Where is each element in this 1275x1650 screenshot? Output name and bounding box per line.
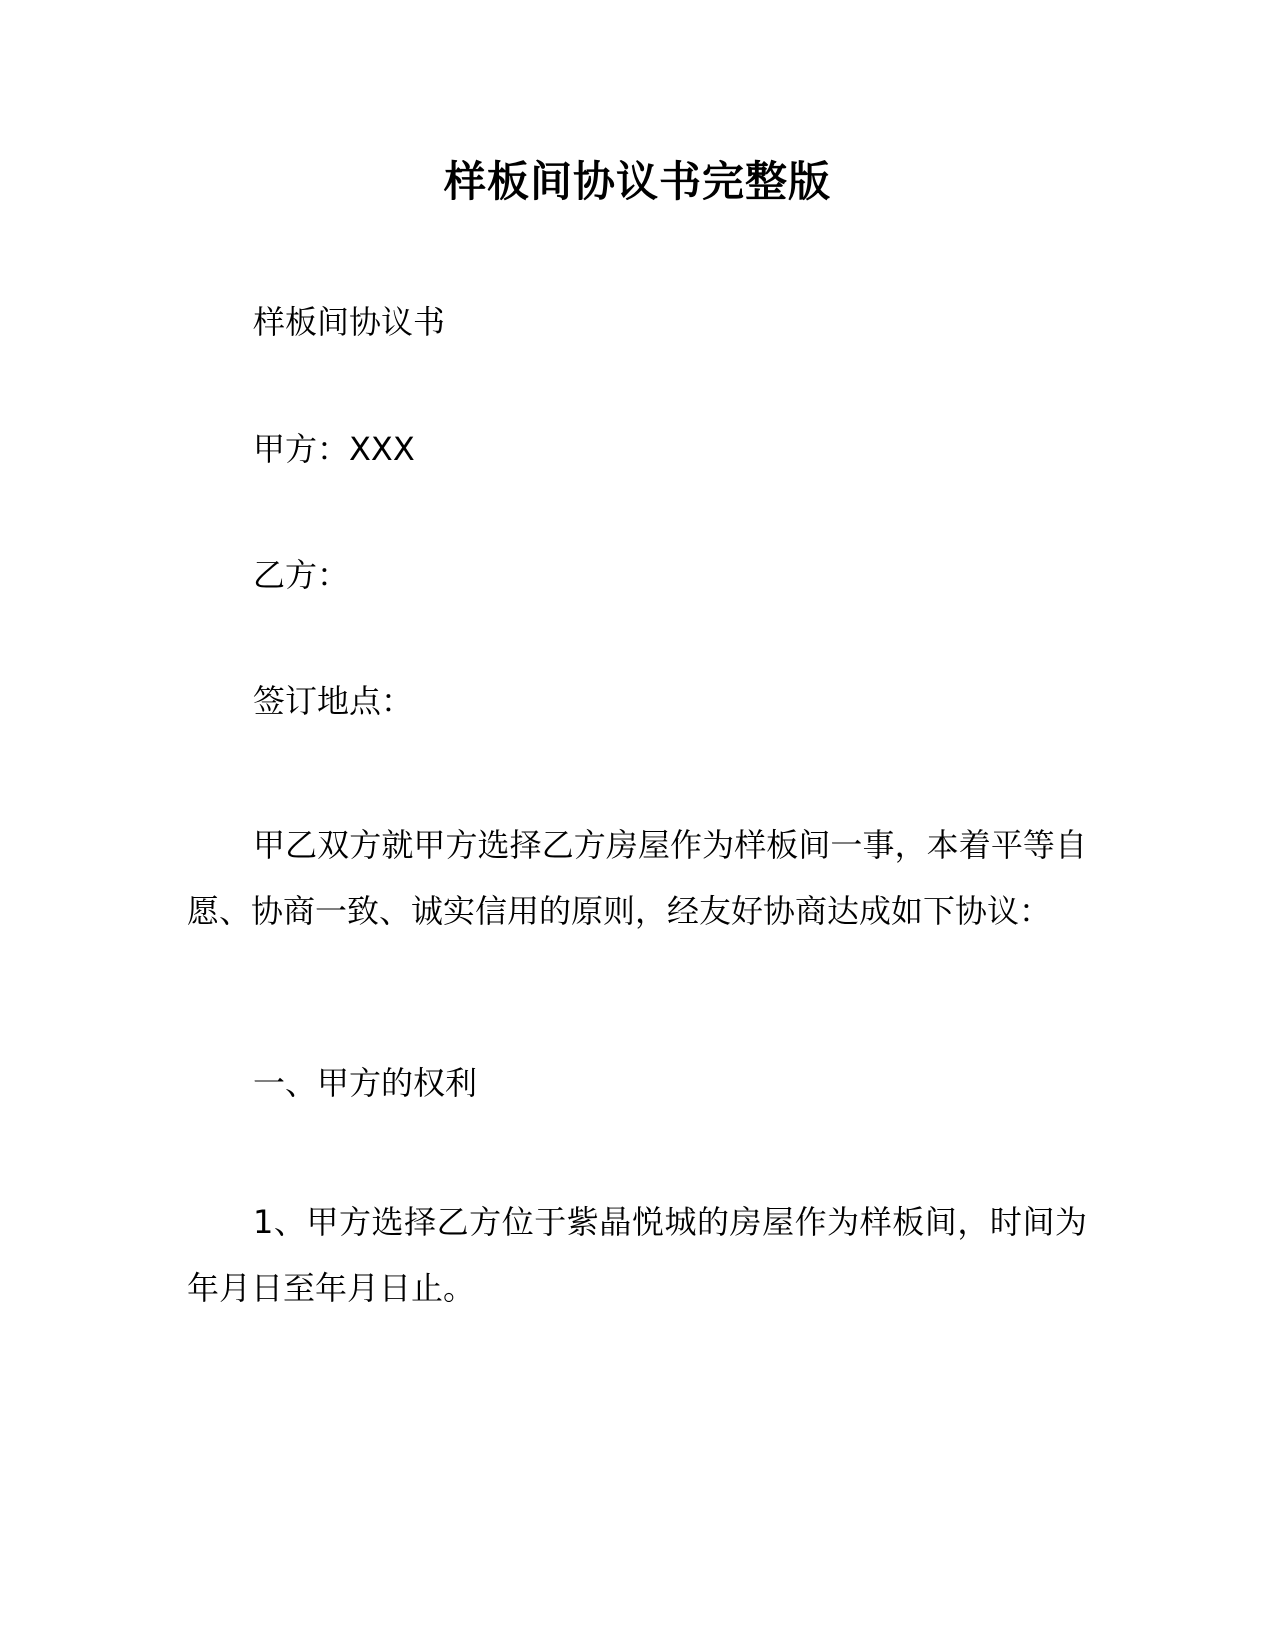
party-b-line: 乙方： <box>253 556 350 594</box>
agreement-subtitle: 样板间协议书 <box>253 303 446 341</box>
section-heading-party-a-rights: 一、甲方的权利 <box>253 1064 478 1102</box>
signing-place-line: 签订地点： <box>253 682 414 720</box>
document-title: 样板间协议书完整版 <box>443 157 831 206</box>
clause-1-paragraph: 1、甲方选择乙方位于紫晶悦城的房屋作为样板间，时间为年月日至年月日止。 <box>187 1203 1087 1307</box>
intro-paragraph: 甲乙双方就甲方选择乙方房屋作为样板间一事，本着平等自愿、协商一致、诚实信用的原则，经友好协商达成如下协议： <box>187 826 1087 930</box>
party-a-line: 甲方：XXX <box>253 430 415 468</box>
